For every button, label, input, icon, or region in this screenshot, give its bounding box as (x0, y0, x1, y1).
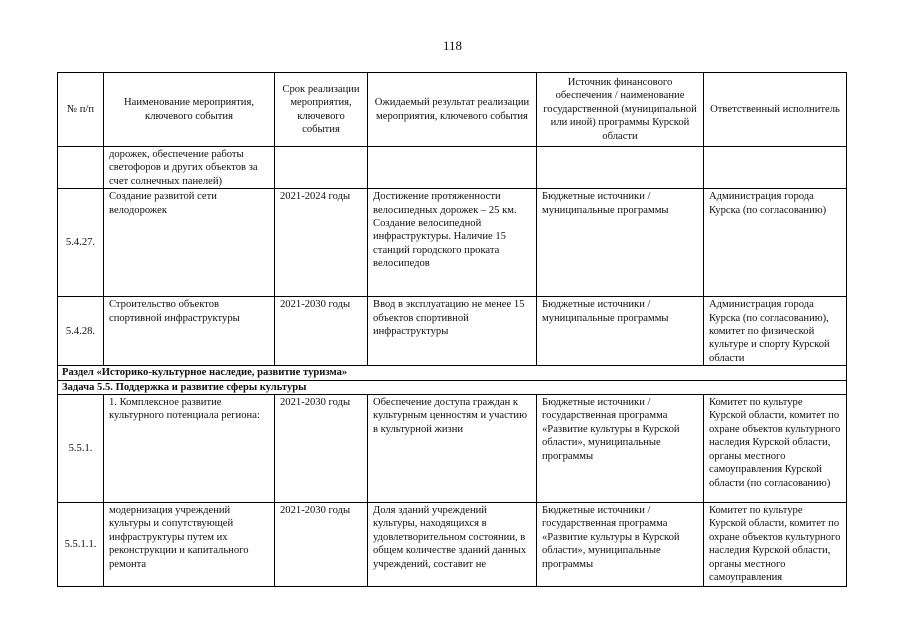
header-source: Источник финансового обеспечения / наименование государственной (муниципальной или иной) программы Курской области (537, 73, 704, 147)
row-term: 2021-2030 годы (275, 395, 368, 503)
row-number: 5.5.1. (58, 395, 104, 503)
row-executor: Комитет по культуре Курской области, комитет по охране объектов культурного наследия Курской области, органы местного самоуправления Курской области (по согласованию) (704, 395, 847, 503)
row-name: Создание развитой сети велодорожек (104, 189, 275, 297)
header-name: Наименование мероприятия, ключевого события (104, 73, 275, 147)
table-row (58, 503, 847, 587)
row-result: Доля зданий учреждений культуры, находящихся в удовлетворительном состоянии, в общем количестве зданий данных учреждений, составит не (368, 503, 537, 587)
row-number: 5.5.1.1. (58, 503, 104, 587)
row-result: Ввод в эксплуатацию не менее 15 объектов спортивной инфраструктуры (368, 297, 537, 366)
header-term: Срок реализации мероприятия, ключевого события (275, 73, 368, 147)
row-name: дорожек, обеспечение работы светофоров и других объектов за счет солнечных панелей) (104, 147, 275, 189)
task-title: Задача 5.5. Поддержка и развитие сферы культуры (58, 380, 847, 394)
row-number: 5.4.27. (58, 189, 104, 297)
row-result: Обеспечение доступа граждан к культурным ценностям и участию в культурной жизни (368, 395, 537, 503)
row-source: Бюджетные источники / государственная программа «Развитие культуры в Курской области», муниципальные программы (537, 503, 704, 587)
table-header-row (58, 73, 847, 147)
row-result (368, 147, 537, 189)
row-term (275, 147, 368, 189)
row-term: 2021-2024 годы (275, 189, 368, 297)
row-number: 5.4.28. (58, 297, 104, 366)
task-row (58, 380, 847, 394)
row-executor: Комитет по культуре Курской области, комитет по охране объектов культурного наследия Курской области, органы местного самоуправления (704, 503, 847, 587)
row-term: 2021-2030 годы (275, 297, 368, 366)
section-row (58, 366, 847, 380)
header-result: Ожидаемый результат реализации мероприятия, ключевого события (368, 73, 537, 147)
table-row (58, 189, 847, 297)
row-source (537, 147, 704, 189)
page-number: 118 (442, 38, 463, 53)
row-executor: Администрация города Курска (по согласованию), комитет по физической культуре и спорту Курской области (704, 297, 847, 366)
row-number (58, 147, 104, 189)
header-number: № п/п (58, 73, 104, 147)
row-source: Бюджетные источники / государственная программа «Развитие культуры в Курской области», муниципальные программы (537, 395, 704, 503)
section-title: Раздел «Историко-культурное наследие, развитие туризма» (58, 366, 847, 380)
table-row (58, 395, 847, 503)
row-executor: Администрация города Курска (по согласованию) (704, 189, 847, 297)
row-source: Бюджетные источники / муниципальные программы (537, 297, 704, 366)
table-row (58, 297, 847, 366)
row-result: Достижение протяженности велосипедных дорожек – 25 км. Создание велосипедной инфраструктуры. Наличие 15 станций городского проката велосипедов (368, 189, 537, 297)
measures-table (57, 72, 847, 587)
row-name: модернизация учреждений культуры и сопутствующей инфраструктуры путем их реконструкции и капитального ремонта (104, 503, 275, 587)
row-source: Бюджетные источники / муниципальные программы (537, 189, 704, 297)
row-name: 1. Комплексное развитие культурного потенциала региона: (104, 395, 275, 503)
row-name: Строительство объектов спортивной инфраструктуры (104, 297, 275, 366)
table-row (58, 147, 847, 189)
row-term: 2021-2030 годы (275, 503, 368, 587)
header-executor: Ответственный исполнитель (704, 73, 847, 147)
row-executor (704, 147, 847, 189)
